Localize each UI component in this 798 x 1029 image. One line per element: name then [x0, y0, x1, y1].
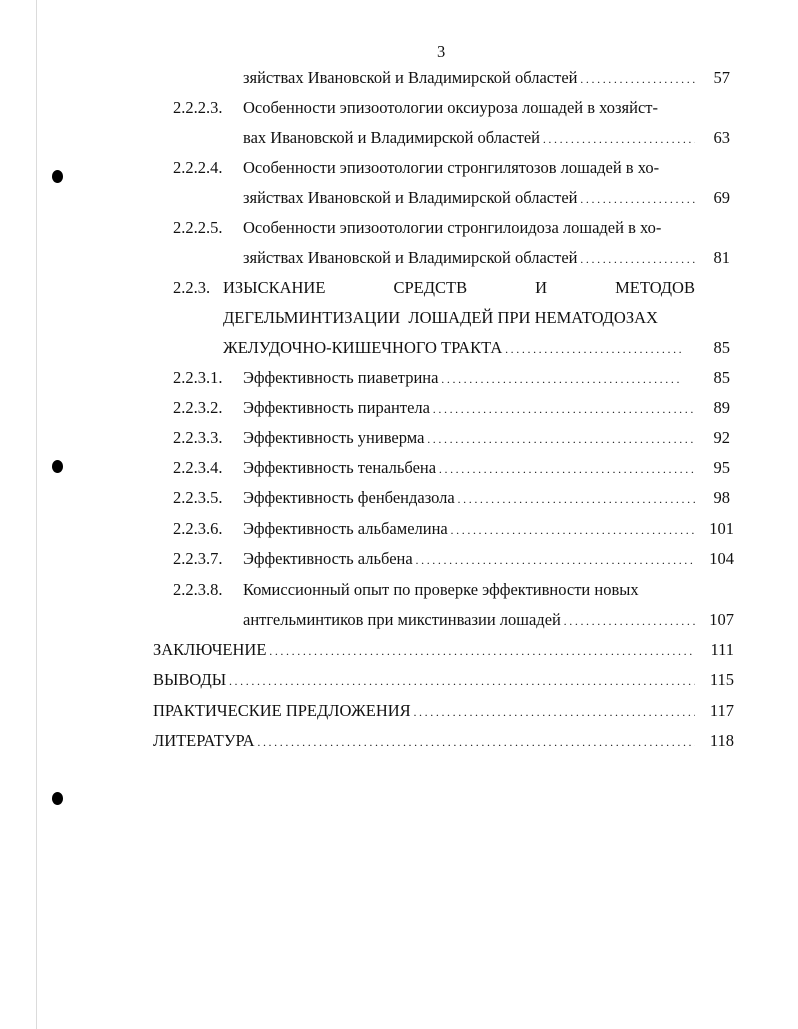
toc-entry-page: 95: [713, 458, 730, 477]
heading-word: ИЗЫСКАНИЕ: [223, 278, 326, 297]
toc-entry-page: 85: [713, 368, 730, 387]
toc-entry-text: Комиссионный опыт по проверке эффективности новых: [243, 580, 639, 599]
toc-entry-page: 63: [713, 128, 730, 147]
heading-word: И: [535, 278, 548, 297]
toc-section-heading-line: ДЕГЕЛЬМИНТИЗАЦИИ ЛОШАДЕЙ ПРИ НЕМАТОДОЗАХ: [223, 308, 658, 327]
toc-entry-text: Особенности эпизоотологии оксиуроза лошадей в хозяйст-: [243, 98, 658, 117]
scan-margin-line: [36, 0, 37, 1029]
toc-entry-number: 2.2.3.7.: [173, 549, 223, 568]
toc-entry-text: ПРАКТИЧЕСКИЕ ПРЕДЛОЖЕНИЯ . . .: [153, 701, 695, 721]
toc-entry-page: 89: [713, 398, 730, 417]
toc-entry-page: 101: [709, 519, 734, 538]
toc-entry-page: 104: [709, 549, 734, 568]
toc-section-number: 2.2.3.: [173, 278, 211, 297]
toc-entry-number: 2.2.3.4.: [173, 458, 223, 477]
toc-entry-number: 2.2.2.5.: [173, 218, 223, 237]
toc-entry-text: Эффективность универма . . .: [243, 428, 695, 448]
toc-entry-page: 57: [713, 68, 730, 87]
toc-section-heading-line: [223, 278, 695, 298]
toc-entry-text: ЗАКЛЮЧЕНИЕ . . .: [153, 640, 695, 660]
binding-hole-mark: [52, 792, 63, 805]
binding-hole-mark: [52, 170, 63, 183]
heading-word: СРЕДСТВ: [393, 278, 468, 297]
toc-entry-number: 2.2.3.8.: [173, 580, 223, 599]
toc-entry-text: ВЫВОДЫ . . .: [153, 670, 695, 690]
toc-entry-number: 2.2.2.3.: [173, 98, 223, 117]
toc-entry-number: 2.2.3.6.: [173, 519, 223, 538]
toc-entry-text: зяйствах Ивановской и Владимирской областей . . .: [243, 68, 695, 88]
toc-entry-text: Эффективность пиаветрина . . .: [243, 368, 679, 388]
toc-entry-text: Особенности эпизоотологии стронгилятозов лошадей в хо-: [243, 158, 660, 177]
toc-entry-text: зяйствах Ивановской и Владимирской областей . . .: [243, 188, 695, 208]
toc-entry-page: 115: [709, 670, 734, 689]
toc-entry-page: 111: [710, 640, 734, 659]
heading-word: МЕТОДОВ: [615, 278, 695, 297]
toc-section-heading-line: ЖЕЛУДОЧНО-КИШЕЧНОГО ТРАКТА . . .: [223, 338, 685, 358]
toc-entry-number: 2.2.3.1.: [173, 368, 223, 387]
toc-entry-page: 85: [713, 338, 730, 357]
toc-entry-page: 92: [713, 428, 730, 447]
toc-entry-text: Эффективность фенбендазола . . .: [243, 488, 695, 508]
toc-entry-page: 117: [709, 701, 734, 720]
toc-entry-text: Особенности эпизоотологии стронгилоидоза лошадей в хо-: [243, 218, 662, 237]
toc-entry-text: вах Ивановской и Владимирской областей . . .: [243, 128, 695, 148]
binding-hole-mark: [52, 460, 63, 473]
toc-entry-text: Эффективность альбамелина . . .: [243, 519, 695, 539]
toc-entry-page: 69: [713, 188, 730, 207]
toc-entry-page: 107: [709, 610, 734, 629]
toc-entry-number: 2.2.3.2.: [173, 398, 223, 417]
toc-entry-text: Эффективность тенальбена . . .: [243, 458, 695, 478]
toc-entry-number: 2.2.3.3.: [173, 428, 223, 447]
toc-entry-text: Эффективность альбена . . .: [243, 549, 695, 569]
toc-entry-text: Эффективность пирантела . . .: [243, 398, 695, 418]
page-number: 3: [437, 42, 446, 61]
toc-entry-number: 2.2.2.4.: [173, 158, 223, 177]
toc-entry-number: 2.2.3.5.: [173, 488, 223, 507]
toc-entry-page: 81: [713, 248, 730, 267]
toc-entry-text: антгельминтиков при микстинвазии лошадей . . .: [243, 610, 695, 630]
toc-entry-text: ЛИТЕРАТУРА . . .: [153, 731, 695, 751]
toc-entry-page: 118: [709, 731, 734, 750]
toc-entry-page: 98: [713, 488, 730, 507]
toc-entry-text: зяйствах Ивановской и Владимирской областей . . .: [243, 248, 695, 268]
